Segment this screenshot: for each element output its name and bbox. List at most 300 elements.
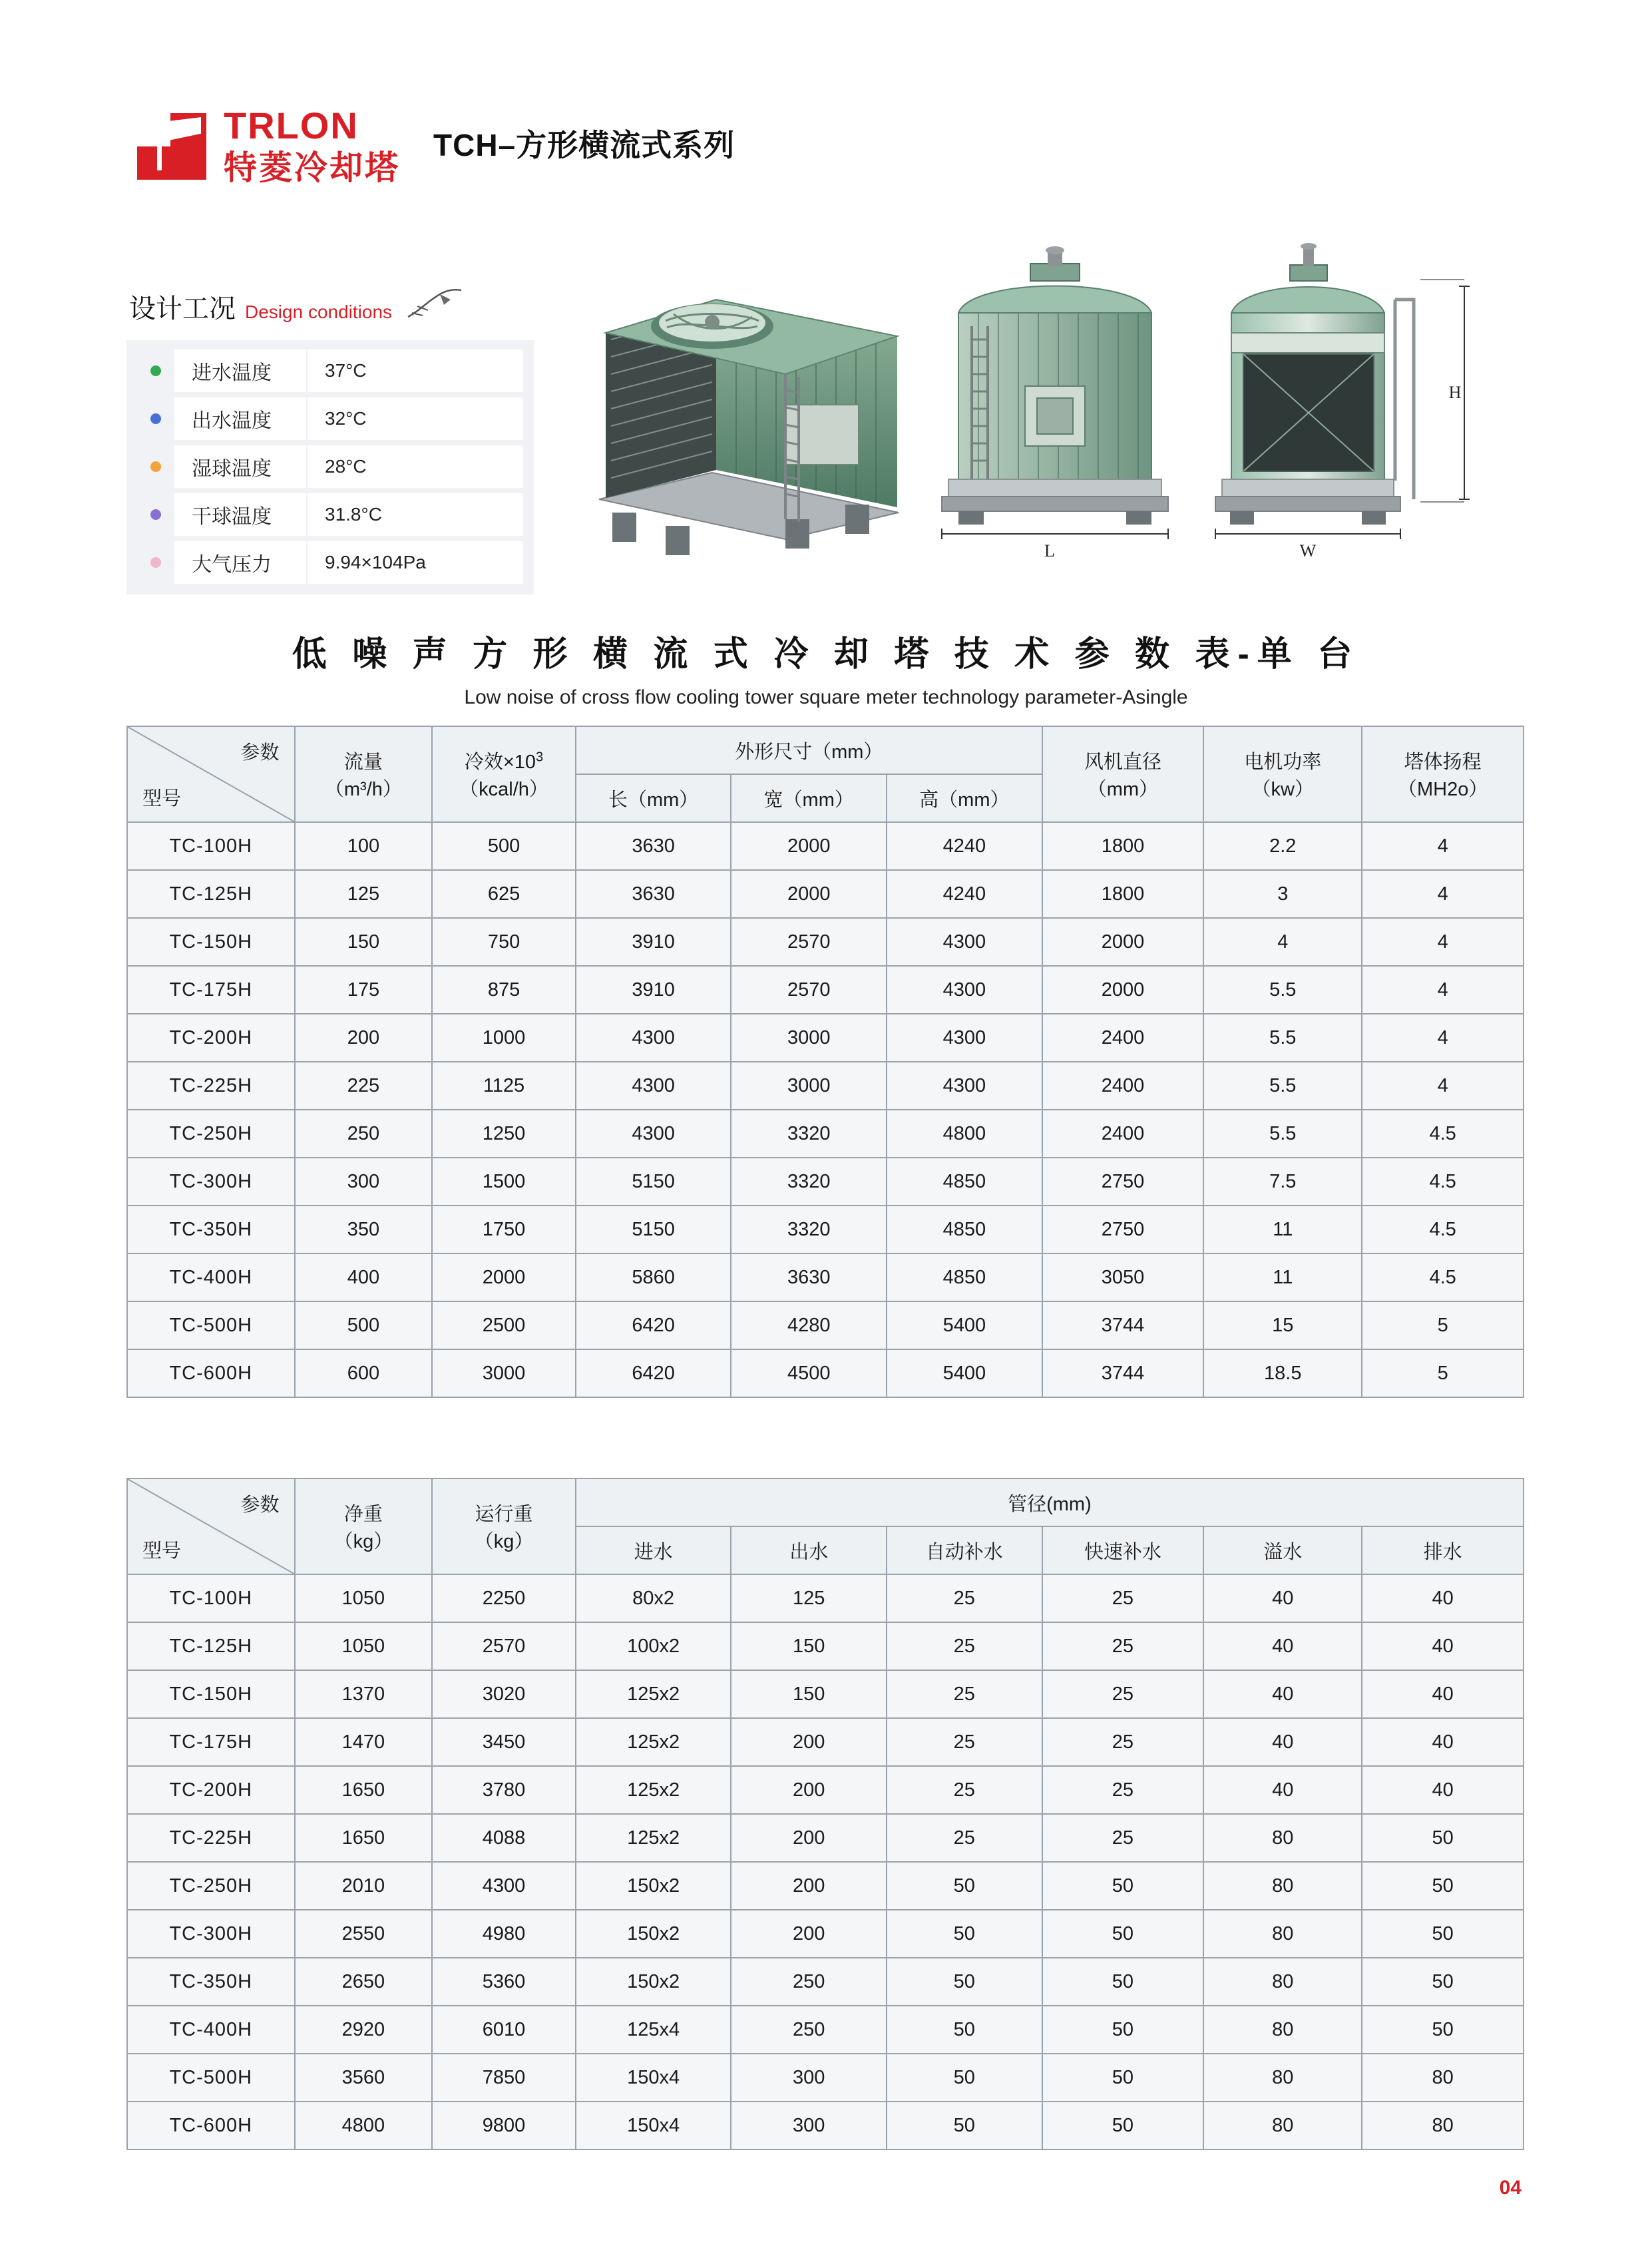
table-cell: 6420 — [576, 1349, 731, 1397]
table-cell: 3630 — [731, 1253, 887, 1301]
table-cell: 80 — [1203, 2054, 1362, 2102]
table-cell: 80 — [1203, 2006, 1362, 2054]
cell-model: TC-125H — [127, 1622, 295, 1670]
table-cell: 4 — [1362, 822, 1524, 870]
condition-label: 进水温度 — [174, 349, 308, 392]
table-cell: 100x2 — [576, 1622, 731, 1670]
table-row — [127, 1910, 1524, 1958]
table-cell: 125x2 — [576, 1670, 731, 1718]
table-cell: 4850 — [887, 1253, 1042, 1301]
table-cell: 150 — [295, 918, 433, 966]
table-cell: 200 — [295, 1014, 433, 1062]
table-cell: 1750 — [432, 1206, 576, 1253]
table-cell: 25 — [1042, 1574, 1204, 1622]
section-title-en: Low noise of cross flow cooling tower square meter technology parameter-Asingle — [464, 686, 1188, 708]
table-cell: 80 — [1203, 1862, 1362, 1910]
table-cell: 11 — [1203, 1253, 1362, 1301]
table-cell: 50 — [1042, 1862, 1204, 1910]
table-row — [127, 1718, 1524, 1766]
condition-dot-icon — [137, 493, 174, 536]
table-cell: 3000 — [731, 1014, 887, 1062]
table-cell: 4.5 — [1362, 1206, 1524, 1253]
table-cell: 3910 — [576, 918, 731, 966]
condition-label: 湿球温度 — [174, 445, 308, 488]
table-cell: 50 — [887, 2006, 1042, 2054]
cell-model: TC-600H — [127, 1349, 295, 1397]
cell-model: TC-300H — [127, 1158, 295, 1206]
table-cell: 2000 — [731, 822, 887, 870]
cell-model: TC-350H — [127, 1206, 295, 1253]
condition-row — [137, 541, 523, 584]
condition-dot-icon — [137, 445, 174, 488]
table-cell: 4 — [1362, 918, 1524, 966]
table-cell: 80x2 — [576, 1574, 731, 1622]
cell-model: TC-225H — [127, 1814, 295, 1862]
dimension-label-L: L — [1044, 541, 1055, 560]
table-row — [127, 822, 1524, 870]
table-cell: 5150 — [576, 1206, 731, 1253]
table-cell: 1250 — [432, 1110, 576, 1158]
table-cell: 2920 — [295, 2006, 433, 2054]
table-cell: 225 — [295, 1062, 433, 1110]
table-cell: 4 — [1203, 918, 1362, 966]
table-cell: 1800 — [1042, 822, 1204, 870]
table-cell: 750 — [432, 918, 576, 966]
table-cell: 4300 — [576, 1110, 731, 1158]
table-cell: 1125 — [432, 1062, 576, 1110]
th-length: 长（mm） — [576, 774, 731, 822]
table-cell: 2.2 — [1203, 822, 1362, 870]
th-cooling: 冷效$\times 10^3$ （kcal/h） — [432, 726, 576, 822]
table-cell: 40 — [1203, 1574, 1362, 1622]
brand-name-en: TRLON — [224, 105, 359, 146]
table-cell: 25 — [887, 1718, 1042, 1766]
table-cell: 3000 — [432, 1349, 576, 1397]
cell-model: TC-200H — [127, 1014, 295, 1062]
table-cell: 400 — [295, 1253, 433, 1301]
table1-corner-model: 型号 — [142, 788, 182, 809]
table-cell: 50 — [1042, 2006, 1204, 2054]
table-cell: 3320 — [731, 1110, 887, 1158]
table-row — [127, 2054, 1524, 2102]
th-width: 宽（mm） — [731, 774, 887, 822]
th-auto-fill: 自动补水 — [887, 1526, 1042, 1574]
table-cell: 2550 — [295, 1910, 433, 1958]
pen-icon — [405, 286, 465, 326]
th-outlet: 出水 — [731, 1526, 887, 1574]
th-tower-head: 塔体扬程 （MH2o） — [1362, 726, 1524, 822]
table-cell: 25 — [887, 1574, 1042, 1622]
cell-model: TC-100H — [127, 1574, 295, 1622]
page-number: 04 — [1499, 2177, 1522, 2199]
cell-model: TC-175H — [127, 1718, 295, 1766]
table-cell: 200 — [731, 1718, 887, 1766]
table-cell: 125x2 — [576, 1814, 731, 1862]
cell-model: TC-600H — [127, 2102, 295, 2149]
table-cell: 4 — [1362, 1014, 1524, 1062]
table-cell: 40 — [1362, 1574, 1524, 1622]
table-cell: 50 — [887, 1958, 1042, 2006]
table-cell: 5400 — [887, 1349, 1042, 1397]
table-row — [127, 1670, 1524, 1718]
condition-label: 干球温度 — [174, 493, 308, 536]
table-cell: 40 — [1362, 1718, 1524, 1766]
th-fan-diameter: 风机直径 （mm） — [1042, 726, 1204, 822]
table-cell: 3000 — [731, 1062, 887, 1110]
table-cell: 3020 — [432, 1670, 576, 1718]
cell-model: TC-150H — [127, 918, 295, 966]
table-cell: 6010 — [432, 2006, 576, 2054]
table2-corner-model: 型号 — [142, 1540, 182, 1562]
table-cell: 875 — [432, 966, 576, 1014]
th-net-weight: 净重 （kg） — [295, 1478, 433, 1574]
table-cell: 2000 — [1042, 966, 1204, 1014]
table-cell: 25 — [1042, 1622, 1204, 1670]
table-row — [127, 918, 1524, 966]
table-cell: 5 — [1362, 1301, 1524, 1349]
design-conditions-title — [129, 286, 552, 326]
table-row — [127, 870, 1524, 918]
table-cell: 80 — [1362, 2102, 1524, 2149]
table-cell: 80 — [1203, 1814, 1362, 1862]
table-cell: 250 — [731, 2006, 887, 2054]
table-cell: 40 — [1203, 1766, 1362, 1814]
table-cell: 300 — [731, 2054, 887, 2102]
brand-logo — [133, 107, 400, 185]
table-cell: 600 — [295, 1349, 433, 1397]
table-cell: 1800 — [1042, 870, 1204, 918]
table-cell: 4850 — [887, 1206, 1042, 1253]
th-running-weight: 运行重 （kg） — [432, 1478, 576, 1574]
table-cell: 3050 — [1042, 1253, 1204, 1301]
cell-model: TC-150H — [127, 1670, 295, 1718]
table-cell: 25 — [1042, 1814, 1204, 1862]
condition-row — [137, 445, 523, 488]
table-cell: 80 — [1203, 1910, 1362, 1958]
table-cell: 1000 — [432, 1014, 576, 1062]
table-cell: 200 — [731, 1910, 887, 1958]
table-cell: 1500 — [432, 1158, 576, 1206]
table-cell: 25 — [1042, 1670, 1204, 1718]
table-cell: 3450 — [432, 1718, 576, 1766]
dimension-label-H: H — [1448, 383, 1462, 402]
table-cell: 40 — [1203, 1670, 1362, 1718]
cell-model: TC-500H — [127, 2054, 295, 2102]
table-cell: 2010 — [295, 1862, 433, 1910]
dimension-label-W: W — [1299, 541, 1317, 560]
design-conditions-table — [126, 340, 534, 594]
condition-row — [137, 493, 523, 536]
table-cell: 125x4 — [576, 2006, 731, 2054]
table-cell: 4300 — [576, 1014, 731, 1062]
table-cell: 40 — [1362, 1670, 1524, 1718]
table-cell: 1370 — [295, 1670, 433, 1718]
condition-label: 大气压力 — [174, 541, 308, 584]
table-cell: 150x2 — [576, 1958, 731, 2006]
table-cell: 50 — [1362, 1814, 1524, 1862]
table-cell: 125x2 — [576, 1766, 731, 1814]
table-cell: 3744 — [1042, 1349, 1204, 1397]
table-cell: 80 — [1203, 1958, 1362, 2006]
cell-model: TC-100H — [127, 822, 295, 870]
table-row — [127, 966, 1524, 1014]
table-cell: 150x4 — [576, 2054, 731, 2102]
table-cell: 625 — [432, 870, 576, 918]
table-cell: 4300 — [887, 1062, 1042, 1110]
table-cell: 50 — [1042, 1910, 1204, 1958]
design-conditions-title-cn: 设计工况 — [129, 294, 236, 324]
design-conditions-title-en: Design conditions — [245, 302, 393, 322]
table-cell: 5360 — [432, 1958, 576, 2006]
table2-corner-cell — [127, 1478, 295, 1574]
table-row — [127, 1814, 1524, 1862]
th-drain: 排水 — [1362, 1526, 1524, 1574]
table-cell: 1650 — [295, 1814, 433, 1862]
table-cell: 500 — [432, 822, 576, 870]
section-heading — [0, 626, 1652, 709]
condition-dot-icon — [137, 541, 174, 584]
table-cell: 50 — [1362, 2006, 1524, 2054]
cell-model: TC-350H — [127, 1958, 295, 2006]
table-cell: 300 — [295, 1158, 433, 1206]
table-cell: 4980 — [432, 1910, 576, 1958]
th-motor-power: 电机功率 （kw） — [1203, 726, 1362, 822]
table-cell: 5150 — [576, 1158, 731, 1206]
table-cell: 300 — [731, 2102, 887, 2149]
table-cell: 3630 — [576, 870, 731, 918]
cell-model: TC-400H — [127, 2006, 295, 2054]
table-cell: 2400 — [1042, 1014, 1204, 1062]
table-cell: 2650 — [295, 1958, 433, 2006]
table-cell: 2750 — [1042, 1158, 1204, 1206]
table-cell: 2000 — [731, 870, 887, 918]
table-cell: 18.5 — [1203, 1349, 1362, 1397]
table-cell: 50 — [1042, 2054, 1204, 2102]
table-cell: 3 — [1203, 870, 1362, 918]
table-cell: 50 — [887, 1910, 1042, 1958]
table-cell: 50 — [1042, 1958, 1204, 2006]
table-row — [127, 1110, 1524, 1158]
table-cell: 200 — [731, 1862, 887, 1910]
table-row — [127, 1206, 1524, 1253]
condition-row — [137, 397, 523, 440]
table-cell: 4800 — [295, 2102, 433, 2149]
section-title-cn: 低 噪 声 方 形 横 流 式 冷 却 塔 技 术 参 数 表-单 台 — [292, 635, 1360, 674]
table1-corner-param: 参数 — [240, 742, 280, 764]
condition-value: 37°C — [308, 349, 523, 392]
table-cell: 2750 — [1042, 1206, 1204, 1253]
tower-front-elevation — [942, 246, 1168, 560]
table-cell: 4.5 — [1362, 1110, 1524, 1158]
cell-model: TC-300H — [127, 1910, 295, 1958]
cell-model: TC-250H — [127, 1110, 295, 1158]
table-cell: 5 — [1362, 1349, 1524, 1397]
table-cell: 1470 — [295, 1718, 433, 1766]
table-cell: 4850 — [887, 1158, 1042, 1206]
th-dimensions-group: 外形尺寸（mm） — [576, 726, 1042, 774]
table-cell: 50 — [1362, 1958, 1524, 2006]
table-cell: 4800 — [887, 1110, 1042, 1158]
table-cell: 3320 — [731, 1158, 887, 1206]
table-cell: 150 — [731, 1670, 887, 1718]
table-cell: 9800 — [432, 2102, 576, 2149]
th-inlet: 进水 — [576, 1526, 731, 1574]
table-cell: 3910 — [576, 966, 731, 1014]
condition-row — [137, 349, 523, 392]
table-cell: 1050 — [295, 1574, 433, 1622]
table-cell: 25 — [1042, 1718, 1204, 1766]
table-cell: 80 — [1362, 2054, 1524, 2102]
table-row — [127, 1158, 1524, 1206]
table1-corner-cell — [127, 726, 295, 822]
spec-table-weights-pipes — [126, 1478, 1524, 2150]
table-cell: 4240 — [887, 822, 1042, 870]
condition-value: 31.8°C — [308, 493, 523, 536]
condition-label: 出水温度 — [174, 397, 308, 440]
table-row — [127, 1301, 1524, 1349]
table-cell: 15 — [1203, 1301, 1362, 1349]
table-row — [127, 2102, 1524, 2149]
table-cell: 4500 — [731, 1349, 887, 1397]
table-cell: 250 — [731, 1958, 887, 2006]
table-cell: 150 — [731, 1622, 887, 1670]
tower-3d-view — [599, 300, 899, 555]
condition-value: 9.94×104Pa — [308, 541, 523, 584]
table-cell: 2500 — [432, 1301, 576, 1349]
table-cell: 1650 — [295, 1766, 433, 1814]
table-cell: 3320 — [731, 1206, 887, 1253]
table-row — [127, 1349, 1524, 1397]
table-cell: 5.5 — [1203, 1062, 1362, 1110]
table-cell: 4300 — [887, 966, 1042, 1014]
table-cell: 125x2 — [576, 1718, 731, 1766]
table-cell: 25 — [887, 1622, 1042, 1670]
table-cell: 150x2 — [576, 1910, 731, 1958]
table-cell: 4300 — [887, 1014, 1042, 1062]
cell-model: TC-125H — [127, 870, 295, 918]
table-cell: 4 — [1362, 1062, 1524, 1110]
table-cell: 5.5 — [1203, 966, 1362, 1014]
condition-value: 32°C — [308, 397, 523, 440]
table-cell: 6420 — [576, 1301, 731, 1349]
cell-model: TC-400H — [127, 1253, 295, 1301]
table-cell: 11 — [1203, 1206, 1362, 1253]
table-cell: 25 — [887, 1814, 1042, 1862]
table-cell: 175 — [295, 966, 433, 1014]
cell-model: TC-175H — [127, 966, 295, 1014]
table-cell: 125 — [731, 1574, 887, 1622]
table-cell: 80 — [1203, 2102, 1362, 2149]
table-cell: 50 — [1362, 1910, 1524, 1958]
table2-corner-param: 参数 — [240, 1494, 280, 1516]
table-cell: 150x2 — [576, 1862, 731, 1910]
table-cell: 4 — [1362, 870, 1524, 918]
table-cell: 4280 — [731, 1301, 887, 1349]
condition-dot-icon — [137, 397, 174, 440]
table-cell: 7850 — [432, 2054, 576, 2102]
table-cell: 4300 — [576, 1062, 731, 1110]
table-cell: 2400 — [1042, 1062, 1204, 1110]
table-cell: 5.5 — [1203, 1014, 1362, 1062]
table-row — [127, 1958, 1524, 2006]
table-cell: 50 — [887, 1862, 1042, 1910]
table-cell: 4240 — [887, 870, 1042, 918]
table-cell: 50 — [887, 2054, 1042, 2102]
page-header — [133, 107, 735, 185]
table-cell: 50 — [1042, 2102, 1204, 2149]
table-cell: 25 — [887, 1766, 1042, 1814]
table-row — [127, 1253, 1524, 1301]
table-cell: 350 — [295, 1206, 433, 1253]
table-cell: 2570 — [731, 966, 887, 1014]
table-cell: 250 — [295, 1110, 433, 1158]
table-cell: 2570 — [432, 1622, 576, 1670]
table-row — [127, 1622, 1524, 1670]
table-cell: 40 — [1362, 1622, 1524, 1670]
table-cell: 5400 — [887, 1301, 1042, 1349]
table-cell: 4.5 — [1362, 1158, 1524, 1206]
tower-side-elevation — [1215, 243, 1470, 560]
table-cell: 40 — [1203, 1718, 1362, 1766]
table-cell: 3630 — [576, 822, 731, 870]
table-cell: 2400 — [1042, 1110, 1204, 1158]
table-cell: 3744 — [1042, 1301, 1204, 1349]
table-cell: 150x4 — [576, 2102, 731, 2149]
table-cell: 2000 — [432, 1253, 576, 1301]
cell-model: TC-200H — [127, 1766, 295, 1814]
table-cell: 25 — [887, 1670, 1042, 1718]
cell-model: TC-250H — [127, 1862, 295, 1910]
table-cell: 2000 — [1042, 918, 1204, 966]
product-illustrations — [586, 233, 1531, 579]
table-cell: 4.5 — [1362, 1253, 1524, 1301]
table-row — [127, 2006, 1524, 2054]
table-cell: 2250 — [432, 1574, 576, 1622]
table-cell: 4300 — [432, 1862, 576, 1910]
design-conditions-panel — [126, 286, 552, 594]
table-row — [127, 1062, 1524, 1110]
table-cell: 25 — [1042, 1766, 1204, 1814]
table-cell: 500 — [295, 1301, 433, 1349]
spec-table-dimensions — [126, 726, 1524, 1398]
table-cell: 5.5 — [1203, 1110, 1362, 1158]
table-cell: 50 — [1362, 1862, 1524, 1910]
table-row — [127, 1014, 1524, 1062]
th-quick-fill: 快速补水 — [1042, 1526, 1204, 1574]
th-pipe-group: 管径(mm) — [576, 1478, 1524, 1526]
th-flow: 流量 （m³/h） — [295, 726, 433, 822]
condition-dot-icon — [137, 349, 174, 392]
table-cell: 7.5 — [1203, 1158, 1362, 1206]
table-cell: 200 — [731, 1766, 887, 1814]
table-cell: 5860 — [576, 1253, 731, 1301]
th-height: 高（mm） — [887, 774, 1042, 822]
table-cell: 1050 — [295, 1622, 433, 1670]
trlon-logo-icon — [133, 107, 212, 185]
table-cell: 125 — [295, 870, 433, 918]
cell-model: TC-225H — [127, 1062, 295, 1110]
table-cell: 4088 — [432, 1814, 576, 1862]
table-cell: 100 — [295, 822, 433, 870]
th-overflow: 溢水 — [1203, 1526, 1362, 1574]
table-cell: 40 — [1362, 1766, 1524, 1814]
table-cell: 40 — [1203, 1622, 1362, 1670]
table-cell: 200 — [731, 1814, 887, 1862]
cell-model: TC-500H — [127, 1301, 295, 1349]
table-cell: 50 — [887, 2102, 1042, 2149]
table-cell: 2570 — [731, 918, 887, 966]
page-title: TCH–方形横流式系列 — [433, 128, 735, 162]
